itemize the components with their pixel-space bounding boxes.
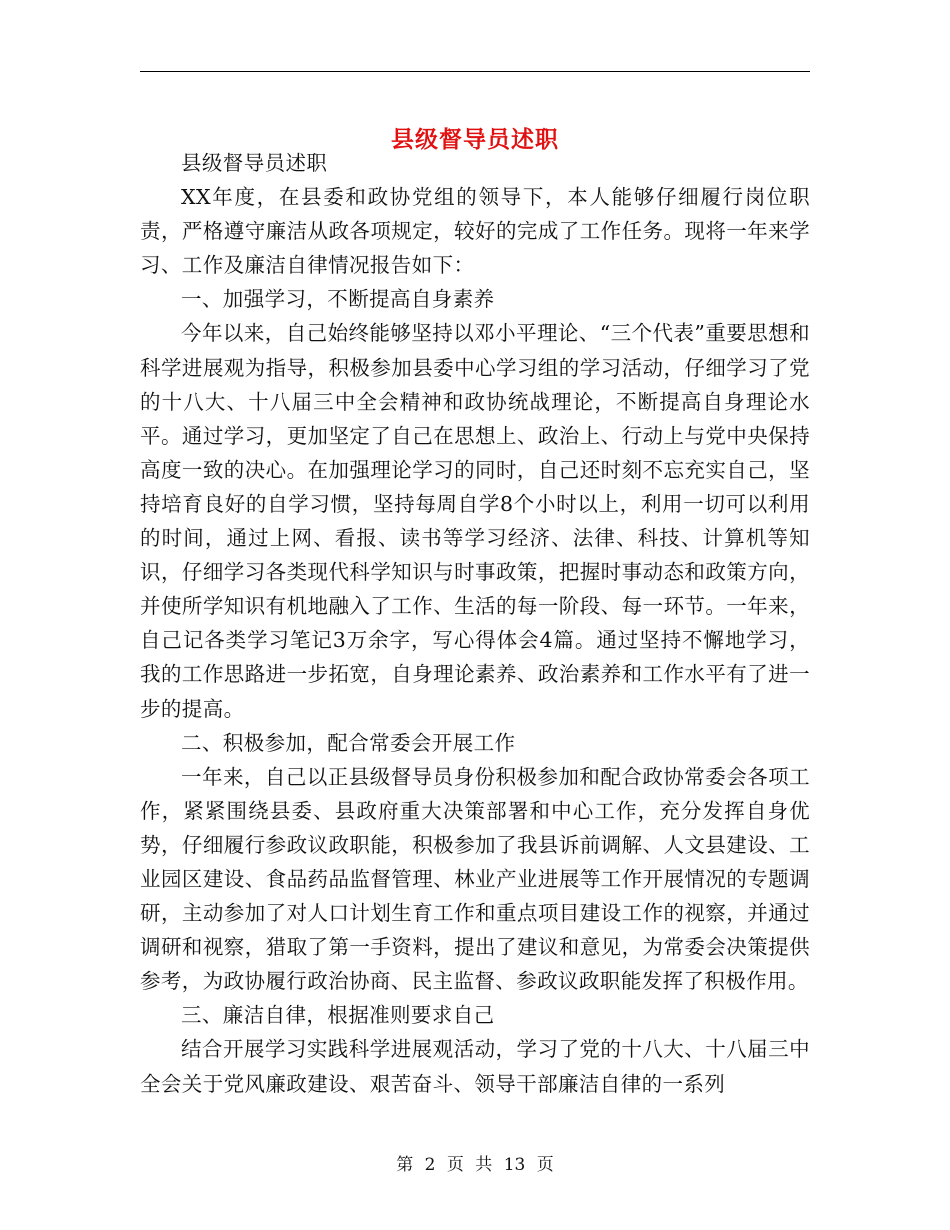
header-rule	[140, 71, 810, 72]
paragraph-section-1: 今年以来，自己始终能够坚持以邓小平理论、“三个代表”重要思想和科学进展观为指导，积极参加县委中心学习组的学习活动，仔细学习了党的十八大、十八届三中全会精神和政协统战理论，不断提高自身理论水平。通过学习，更加坚定了自己在思想上、政治上、行动上与党中央保持高度一致的决心。在加强理论学习的同时，自己还时刻不忘充实自己，坚持培育良好的自学习惯，坚持每周自学8个小时以上，利用一切可以利用的时间，通过上网、看报、读书等学习经济、法律、科技、计算机等知识，仔细学习各类现代科学知识与时事政策，把握时事动态和政策方向，并使所学知识有机地融入了工作、生活的每一阶段、每一环节。一年来，自己记各类学习笔记3万余字，写心得体会4篇。通过坚持不懈地学习，我的工作思路进一步拓宽，自身理论素养、政治素养和工作水平有了进一步的提高。	[140, 321, 810, 721]
page-number-footer: 第 2 页 共 13 页	[396, 1155, 554, 1175]
section-heading-1: 一、加强学习，不断提高自身素养	[181, 287, 495, 312]
paragraph-section-2: 一年来，自己以正县级督导员身份积极参加和配合政协常委会各项工作，紧紧围绕县委、县政府重大决策部署和中心工作，充分发挥自身优势，仔细履行参政议政职能，积极参加了我县诉前调解、人文县建设、工业园区建设、食品药品监督管理、林业产业进展等工作开展情况的专题调研，主动参加了对人口计划生育工作和重点项目建设工作的视察，并通过调研和视察，猎取了第一手资料，提出了建议和意见，为常委会决策提供参考，为政协履行政治协商、民主监督、参政议政职能发挥了积极作用。	[140, 764, 810, 994]
section-heading-3: 三、廉洁自律，根据准则要求自己	[181, 1003, 495, 1028]
document-title: 县级督导员述职	[391, 126, 559, 154]
paragraph-section-3: 结合开展学习实践科学进展观活动，学习了党的十八大、十八届三中全会关于党风廉政建设、艰苦奋斗、领导干部廉洁自律的一系列	[140, 1037, 810, 1096]
document-body	[140, 146, 810, 1101]
paragraph-intro: XX年度，在县委和政协党组的领导下，本人能够仔细履行岗位职责，严格遵守廉洁从政各项规定，较好的完成了工作任务。现将一年来学习、工作及廉洁自律情况报告如下：	[140, 185, 810, 278]
paragraph-subtitle: 县级督导员述职	[181, 151, 328, 175]
section-heading-2: 二、积极参加，配合常委会开展工作	[181, 730, 516, 755]
